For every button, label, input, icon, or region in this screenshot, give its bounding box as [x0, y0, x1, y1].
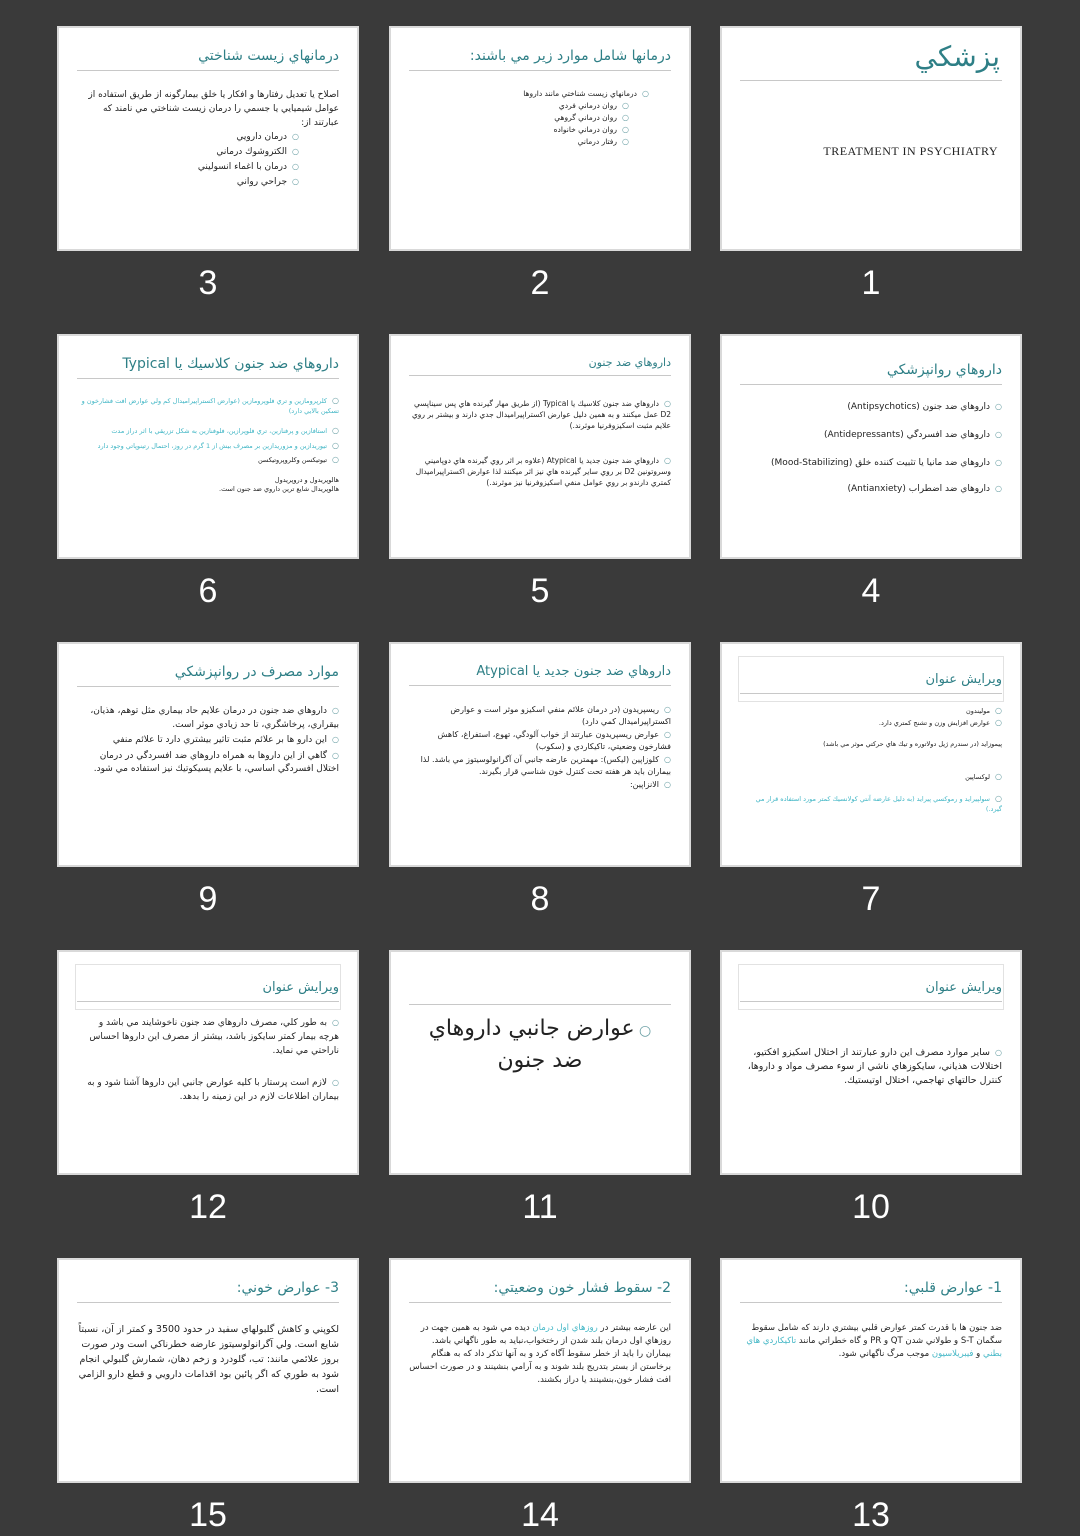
bullet-item: ○ كلوزاپين (ليكس): مهمترين عارضه جانبي آن آگرانولوسيتوز مي باشد. لذا بيماران بايد هر هفته تحت كنترل خون شناسي قرار بگيرند.	[409, 754, 671, 778]
slide-body	[77, 1016, 339, 1105]
slide-thumbnail[interactable]	[389, 334, 691, 559]
slide-thumbnail[interactable]	[57, 26, 359, 251]
slide-title: درمانها شامل موارد زير مي باشند:	[409, 48, 671, 71]
slide-number: 7	[861, 880, 881, 918]
slide-number: 13	[852, 1496, 890, 1534]
slide-title: پزشكي	[914, 40, 1000, 73]
slide-thumbnail[interactable]	[389, 1258, 691, 1483]
slide-number: 8	[530, 880, 550, 918]
slide-title: ويرايش عنوان	[77, 980, 339, 1002]
slide-title: ويرايش عنوان	[740, 980, 1002, 1002]
bullet-item: ○ روان درماني گروهي	[409, 112, 629, 123]
bullet-item: ○ تيوتيكسن وكلروپروتيكسن	[77, 455, 339, 466]
bullet-item: ○ داروهاي ضد مانيا يا تثبيت كننده خلق (Mood-Stabilizing)	[740, 456, 1002, 470]
slide-title: داروهاي ضد جنون جديد يا Atypical	[409, 664, 671, 686]
bullet-item: ○ استافازين و پرفنازين، تري فلوپرازين، فلوفنازين به شكل تزريقي با اثر دراز مدت	[77, 426, 339, 437]
slide-title: داروهاي روانپزشكي	[740, 362, 1002, 385]
bullet-item: ○ داروهاي ضد اضطراب (Antianxiety)	[740, 482, 1002, 496]
slide-title: 1- عوارض قلبي:	[740, 1280, 1002, 1303]
bullet-item: ○ ريسپريدون (در درمان علائم منفي اسكيزو موثر است و عوارض اكستراپيراميدال كمي دارد)	[409, 704, 671, 728]
slide-body	[740, 400, 1002, 497]
slide-subtitle: TREATMENT IN PSYCHIATRY	[823, 144, 998, 158]
slide-title: داروهاي ضد جنون	[409, 356, 671, 376]
slide-number: 11	[522, 1188, 558, 1226]
body-line: هالوپريدال شايع ترين داروي ضد جنون است.	[219, 485, 339, 493]
body-paragraph: ضد جنون ها با قدرت كمتر عوارض قلبي بيشتري دارند كه شامل سقوط سگمان S-T و طولاني شدن QT و PR و گاه خطراتي مانند تاكيكاردي هاي بطني و فيبريلاسيون موجب مرگ ناگهاني شود.	[746, 1323, 1002, 1359]
bullet-item: ○ درمان دارويي	[77, 130, 299, 144]
bullet-item: ○ داروهاي ضد جنون در درمان علايم حاد بيماري مثل توهم، هذيان، بيقراري، پرخاشگري، تا حد زيادي موثر است.	[77, 704, 339, 732]
slide-thumbnail[interactable]	[720, 1258, 1022, 1483]
slide-body	[409, 398, 671, 489]
slide-body	[409, 704, 671, 792]
slide-number: 15	[189, 1496, 227, 1534]
slide-thumbnail[interactable]	[57, 950, 359, 1175]
slide-title: 3- عوارض خوني:	[77, 1280, 339, 1303]
slide-body	[740, 706, 1002, 815]
slide-number: 1	[861, 264, 881, 302]
slide-number: 3	[198, 264, 218, 302]
slide-body	[77, 396, 339, 495]
slide-thumbnail[interactable]	[720, 26, 1022, 251]
slide-body	[77, 88, 339, 190]
slide-body	[740, 1322, 1002, 1361]
bullet-item: ○ جراحي رواني	[77, 175, 299, 189]
bullet-item: ○ گاهي از اين داروها به همراه داروهاي ضد افسردگي در درمان اختلال افسردگي اساسي، با علايم پسيكوتيك نيز استفاده مي شود.	[77, 749, 339, 777]
bullet-item: ○ داروهاي ضد افسردگي (Antidepressants)	[740, 428, 1002, 442]
slide-number: 2	[530, 264, 550, 302]
slide-title: موارد مصرف در روانپزشكي	[77, 664, 339, 687]
bullet-item: ○ درمان با اغماء انسوليني	[77, 160, 299, 174]
bullet-item: ○ لوكساپين	[740, 772, 1002, 783]
bullet-item: ○ داروهاي ضد جنون جديد يا Atypical (علاوه بر اثر روي گيرنده هاي دوپاميني وسروتونين D2 بر روي ساير گيرنده هاي نيز اثر ميكنند لذا عوارض اكستراپيراميدال كمتري دارندو بر روي عوامل منفي اسكيزوفرنيا نيز موثرند.)	[409, 455, 671, 488]
bullet-item: ○ تيوريدازين و مزوريدازين بر مصرف بيش از 1 گرم در روز، احتمال رتينوپاتي وجود دارد	[77, 441, 339, 452]
bullet-item: ○ داروهاي ضد جنون (Antipsychotics)	[740, 400, 1002, 414]
slide-body	[740, 1046, 1002, 1089]
slide-title: 2- سقوط فشار خون وضعيتي:	[409, 1280, 671, 1303]
slide-number: 12	[189, 1188, 227, 1226]
bullet-item: ○ به طور كلي، مصرف داروهاي ضد جنون ناخوشايند مي باشد و هرچه بيمار كمتر سايكوز باشد، بيشتر از مصرف اين داروها احساس ناراحتي مي نمايد.	[77, 1016, 339, 1058]
bullet-item: ○ لازم است پرستار با كليه عوارض جانبي اين داروها آشنا شود و به بيماران اطلاعات لازم در اين زمينه را بدهد.	[77, 1076, 339, 1104]
bullet-item: ○ روان درماني خانواده	[409, 124, 629, 135]
slide-body	[77, 704, 339, 778]
slide-number: 9	[198, 880, 218, 918]
slide-thumbnail[interactable]	[720, 950, 1022, 1175]
slide-body	[77, 1322, 339, 1397]
body-paragraph: لكوپني و كاهش گلبولهاي سفيد در حدود 3500 و كمتر از آن، نسبتاً شايع است. ولي آگرانولوسيتوز عارضه خطرناكي است ودر صورت بروز علائمي مانند: تب، گلودرد و زخم دهان، شمارش گلبولي انجام شود به طوري كه اگر پائين بود اقدامات دارويي و قطع دارو الزامي است.	[78, 1324, 339, 1395]
bullet-item: ○ موليندون	[740, 706, 1002, 717]
slide-thumbnail[interactable]	[389, 642, 691, 867]
section-title: ○ عوارض جانبي داروهاي ضد جنون	[411, 1014, 669, 1076]
slide-body	[409, 1322, 671, 1387]
bullet-item: ○ اين دارو ها بر علائم مثبت تاثير بيشتري دارد تا علائم منفي	[77, 733, 339, 748]
bullet-item: ○ كلرپرومازين و تري فلوپرومازين (عوارض اكستراپيراميدال كم ولي عوارض افت فشارخون و تسكين بالايي دارد)	[77, 396, 339, 416]
title-divider	[409, 1004, 671, 1005]
intro-text: اصلاح يا تعديل رفتارها و افكار يا خلق بيمارگونه از طريق استفاده از عوامل شيميايي يا جسمي را درمان زيست شناختي مي نامند كه عبارتند از:	[88, 90, 339, 128]
slide-title: داروهاي ضد جنون كلاسيك يا Typical	[77, 356, 339, 379]
bullet-item: ○ روان درماني فردي	[409, 100, 629, 111]
slide-thumbnail[interactable]	[720, 642, 1022, 867]
slide-thumbnail[interactable]	[389, 950, 691, 1175]
slide-title: درمانهاي زيست شناختي	[77, 48, 339, 71]
bullet-item: ○ ساير موارد مصرف اين دارو عبارتند از اختلال اسكيزو افكتيو، اختلالات هذياني، سايكوزهاي ناشي از سوء مصرف مواد و داروها، كنترل حالتهاي تهاجمي، اختلال اوتيستيك.	[740, 1046, 1002, 1088]
bullet-item: ○ درمانهاي زيست شناختي مانند داروها	[409, 88, 649, 99]
slide-thumbnail[interactable]	[57, 334, 359, 559]
body-line: هالوپريدول و دروپريدول	[274, 475, 339, 484]
body-line: پيموزايد (در سندرم ژيل دولاتوره و تيك هاي حركتي موثر مي باشد)	[823, 740, 1002, 748]
bullet-item: ○ داروهاي ضد جنون كلاسيك يا Typical (از طريق مهار گيرنده هاي پس سيناپسي D2 عمل ميكنند و به همين دليل عوارض اكستراپيراميدال جدي دارند و بيشتر بر روي علايم مثبت اسكيزوفرنيا موثرند.)	[409, 398, 671, 431]
slide-thumbnail[interactable]	[389, 26, 691, 251]
bullet-item: ○ عوارض افزايش وزن و تشنج كمتري دارد.	[740, 718, 1002, 729]
slide-thumbnail[interactable]	[720, 334, 1022, 559]
body-paragraph: اين عارضه بيشتر در روزهاي اول درمان ديده مي شود به همين جهت در روزهاي اول درمان بلند شدن از رختخواب،نبايد به طور ناگهاني باشد. بيماران را بايد از خطر سقوط آگاه كرد و به آنها تذكر داد كه به هنگام برخاستن از بستر بتدريج بلند شوند و به آرامي بنشينند و در صورت احساس افت فشار خون،بنشينند يا دراز بكشند.	[409, 1323, 671, 1385]
slide-body	[409, 88, 649, 148]
slide-thumbnail[interactable]	[57, 642, 359, 867]
slide-number: 4	[861, 572, 881, 610]
slide-number: 5	[530, 572, 550, 610]
title-divider	[740, 80, 1002, 81]
slide-number: 10	[852, 1188, 890, 1226]
bullet-item: ○ سولپيرايد و رموكسي پيرايد (به دليل عارضه آنتي كولانسيك كمتر مورد استفاده قرار مي گيرد.)	[740, 794, 1002, 814]
slide-number: 6	[198, 572, 218, 610]
bullet-item: ○ الانزاپين:	[409, 779, 671, 791]
bullet-item: ○ عوارض ريسپريدون عبارتند از خواب آلودگي، تهوع، استفراغ، كاهش فشارخون وضعيتي، تاكيكاردي و (سكوب)	[409, 729, 671, 753]
slide-number: 14	[521, 1496, 559, 1534]
slide-title: ويرايش عنوان	[740, 672, 1002, 694]
bullet-item: ○ رفتار درماني	[409, 136, 629, 147]
bullet-item: ○ الكتروشوك درماني	[77, 145, 299, 159]
slide-thumbnail[interactable]	[57, 1258, 359, 1483]
